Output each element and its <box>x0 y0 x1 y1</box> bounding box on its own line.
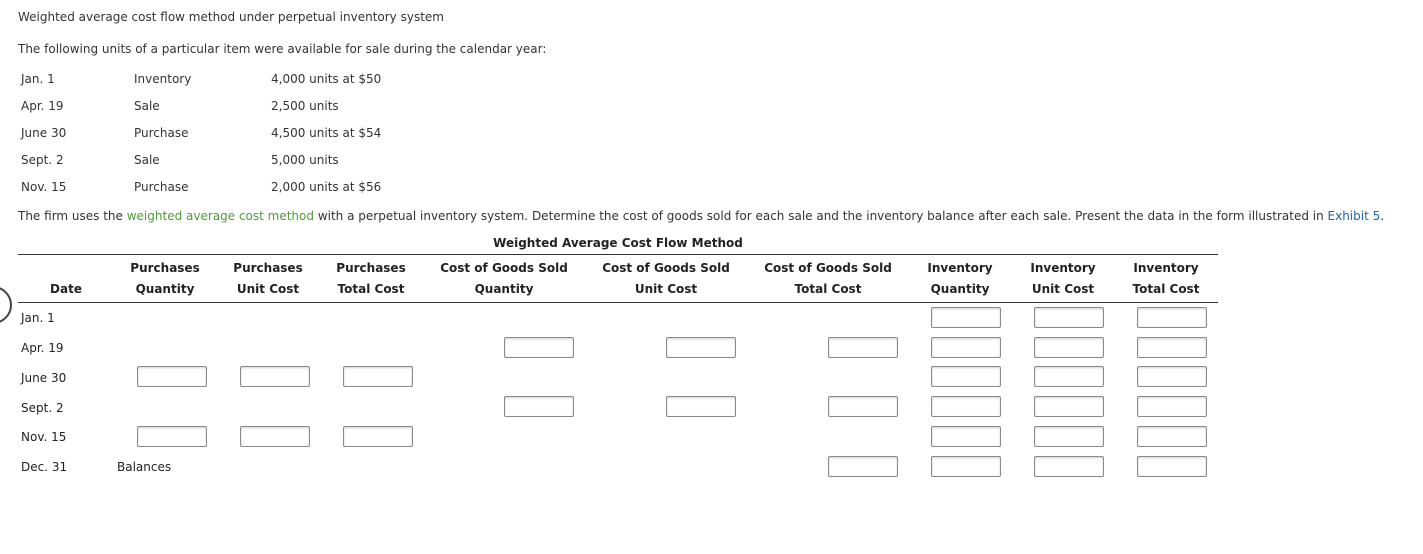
col-header-bottom: Quantity <box>135 282 195 296</box>
cogs-quantity-input[interactable] <box>504 396 574 417</box>
col-header-top: Purchases <box>233 261 303 275</box>
col-header-top: Purchases <box>130 261 200 275</box>
instructions-post: . <box>1380 209 1385 223</box>
col-header-top: Cost of Goods Sold <box>602 261 730 275</box>
col-header-bottom: Unit Cost <box>634 282 698 296</box>
transaction-detail: 2,500 units <box>271 99 339 113</box>
inventory-quantity-input[interactable] <box>931 456 1001 477</box>
col-header-bottom: Quantity <box>474 282 534 296</box>
purchases-quantity-input[interactable] <box>137 366 207 387</box>
col-header-bottom: Total Cost <box>1132 282 1200 296</box>
decorative-circle <box>0 286 12 324</box>
transaction-date: Nov. 15 <box>21 180 67 194</box>
purchases-unit-cost-input[interactable] <box>240 366 310 387</box>
col-header-bottom: Unit Cost <box>1031 282 1095 296</box>
transaction-detail: 5,000 units <box>271 153 339 167</box>
purchases-total-cost-input[interactable] <box>343 366 413 387</box>
transaction-type: Inventory <box>134 72 192 86</box>
transaction-date: Sept. 2 <box>21 153 64 167</box>
balances-label: Balances <box>117 460 172 474</box>
inventory-quantity-input[interactable] <box>931 337 1001 358</box>
inventory-unit-cost-input[interactable] <box>1034 426 1104 447</box>
row-date: Nov. 15 <box>21 430 67 444</box>
inventory-total-cost-input[interactable] <box>1137 426 1207 447</box>
exhibit-link[interactable]: Exhibit 5 <box>1327 209 1381 223</box>
inventory-total-cost-input[interactable] <box>1137 307 1207 328</box>
row-date: Dec. 31 <box>21 460 68 474</box>
inventory-quantity-input[interactable] <box>931 396 1001 417</box>
inventory-unit-cost-input[interactable] <box>1034 396 1104 417</box>
instructions-mid: with a perpetual inventory system. Determine the cost of goods sold for each sale and the inventory balance after each sale. Present the data in the form illustrated in <box>314 209 1328 223</box>
col-header-top: Inventory <box>1030 261 1096 275</box>
col-header-bottom: Quantity <box>930 282 990 296</box>
table-title: Weighted Average Cost Flow Method <box>493 236 743 250</box>
transaction-date: Apr. 19 <box>21 99 64 113</box>
transaction-type: Purchase <box>134 126 189 140</box>
col-header-top: Cost of Goods Sold <box>764 261 892 275</box>
transaction-detail: 4,000 units at $50 <box>271 72 382 86</box>
instructions <box>18 209 1384 223</box>
cogs-quantity-input[interactable] <box>504 337 574 358</box>
row-date: June 30 <box>21 371 67 385</box>
inventory-unit-cost-input[interactable] <box>1034 307 1104 328</box>
transaction-type: Purchase <box>134 180 189 194</box>
cogs-unit-cost-input[interactable] <box>666 396 736 417</box>
col-header-bottom: Unit Cost <box>236 282 300 296</box>
inventory-quantity-input[interactable] <box>931 426 1001 447</box>
inventory-total-cost-input[interactable] <box>1137 456 1207 477</box>
page-title: Weighted average cost flow method under perpetual inventory system <box>18 10 444 24</box>
table-top-rule <box>18 254 1218 255</box>
row-date: Jan. 1 <box>21 311 55 325</box>
purchases-quantity-input[interactable] <box>137 426 207 447</box>
row-date: Sept. 2 <box>21 401 64 415</box>
instructions-pre: The firm uses the <box>18 209 127 223</box>
col-header-top: Purchases <box>336 261 406 275</box>
col-header-top: Inventory <box>927 261 993 275</box>
inventory-quantity-input[interactable] <box>931 307 1001 328</box>
col-header-bottom: Total Cost <box>794 282 862 296</box>
inventory-unit-cost-input[interactable] <box>1034 337 1104 358</box>
cogs-total-cost-input[interactable] <box>828 396 898 417</box>
inventory-unit-cost-input[interactable] <box>1034 456 1104 477</box>
transaction-date: June 30 <box>21 126 67 140</box>
transaction-detail: 2,000 units at $56 <box>271 180 382 194</box>
col-header-top: Cost of Goods Sold <box>440 261 568 275</box>
row-date: Apr. 19 <box>21 341 64 355</box>
table-header-rule <box>18 302 1218 303</box>
inventory-total-cost-input[interactable] <box>1137 366 1207 387</box>
transaction-date: Jan. 1 <box>21 72 55 86</box>
col-header-date: Date <box>50 282 82 296</box>
term-link[interactable]: weighted average cost method <box>126 209 314 223</box>
cogs-unit-cost-input[interactable] <box>666 337 736 358</box>
col-header-bottom: Total Cost <box>337 282 405 296</box>
cogs-total-cost-input[interactable] <box>828 337 898 358</box>
transaction-type: Sale <box>134 153 160 167</box>
cogs-total-cost-input[interactable] <box>828 456 898 477</box>
inventory-total-cost-input[interactable] <box>1137 396 1207 417</box>
inventory-total-cost-input[interactable] <box>1137 337 1207 358</box>
intro-text: The following units of a particular item were available for sale during the calendar year: <box>18 42 547 56</box>
transaction-type: Sale <box>134 99 160 113</box>
purchases-unit-cost-input[interactable] <box>240 426 310 447</box>
col-header-top: Inventory <box>1133 261 1199 275</box>
inventory-unit-cost-input[interactable] <box>1034 366 1104 387</box>
transaction-detail: 4,500 units at $54 <box>271 126 382 140</box>
inventory-quantity-input[interactable] <box>931 366 1001 387</box>
purchases-total-cost-input[interactable] <box>343 426 413 447</box>
